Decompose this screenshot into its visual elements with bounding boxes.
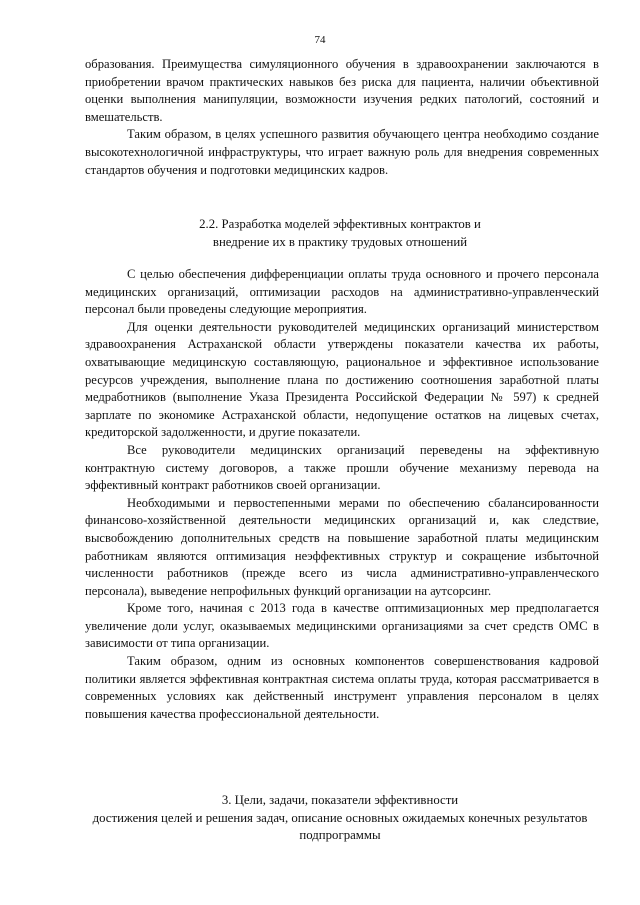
paragraph: образования. Преимущества симуляционного обучения в здравоохранении заключаются в приобретении врачом практических навыков без риска для пациента, наличии объективной оценки выполнения манипуляции, возможности изучения редких патологий, состояний и вмешательств. — [85, 57, 599, 124]
paragraph: Необходимыми и первостепенными мерами по обеспечению сбалансированности финансово-хозяйственной деятельности медицинских организаций и, как следствие, высвобождению дополнительных средств на повышение заработной платы медицинским работникам являются оптимизация неэффективных структур и сокращение избыточной численности работников (прежде всего из числа административно-управленческого персонала), выведение непрофильных функций организации на аутсорсинг. — [85, 495, 599, 598]
paragraph: Кроме того, начиная с 2013 года в качестве оптимизационных мер предполагается увеличение доли услуг, оказываемых медицинскими организациями за счет средств ОМС в зависимости от типа организации. — [85, 601, 599, 651]
heading-line: достижения целей и решения задач, описание основных ожидаемых конечных результатов подпрограммы — [92, 810, 588, 843]
section-heading-3 — [60, 792, 620, 845]
paragraph: Таким образом, в целях успешного развития обучающего центра необходимо создание высокотехнологичной инфраструктуры, что играет важную роль для внедрения современных стандартов обучения и подготовки медицинских кадров. — [85, 127, 599, 177]
paragraph: Для оценки деятельности руководителей медицинских организаций министерством здравоохранения Астраханской области утверждены показатели качества их работы, охватывающие медицинскую составляющую, рациональное и эффективное использование ресурсов учреждения, выполнение плана по достижению соотношения заработной платы медработников (выполнение Указа Президента Российской Федерации № 597) к средней зарплате по экономике Астраханской области, недопущение остатков на лицевых счетах, кредиторской задолженности, и другие показатели. — [85, 319, 599, 440]
heading-line: внедрение их в практику трудовых отношений — [212, 234, 468, 249]
intro-text — [85, 56, 599, 179]
section-2-2-body — [85, 266, 599, 723]
page-number: 74 — [314, 34, 326, 46]
heading-line: 2.2. Разработка моделей эффективных контрактов и — [199, 217, 481, 231]
paragraph: Таким образом, одним из основных компонентов совершенствования кадровой политики является эффективная контрактная система оплаты труда, которая рассматривается в современных условиях как действенный инструмент управления персоналом в целях повышения качества профессиональной деятельности. — [85, 654, 599, 721]
paragraph: Все руководители медицинских организаций переведены на эффективную контрактную систему договоров, а также прошли обучение механизму перевода на эффективный контракт работников своей организации. — [85, 442, 599, 493]
paragraph: С целью обеспечения дифференциации оплаты труда основного и прочего персонала медицинских организаций, оптимизации расходов на административно-управленческий персонал были проведены следующие мероприятия. — [85, 267, 599, 317]
heading-line: 3. Цели, задачи, показатели эффективности — [221, 793, 459, 807]
section-heading-2-2 — [60, 216, 620, 251]
